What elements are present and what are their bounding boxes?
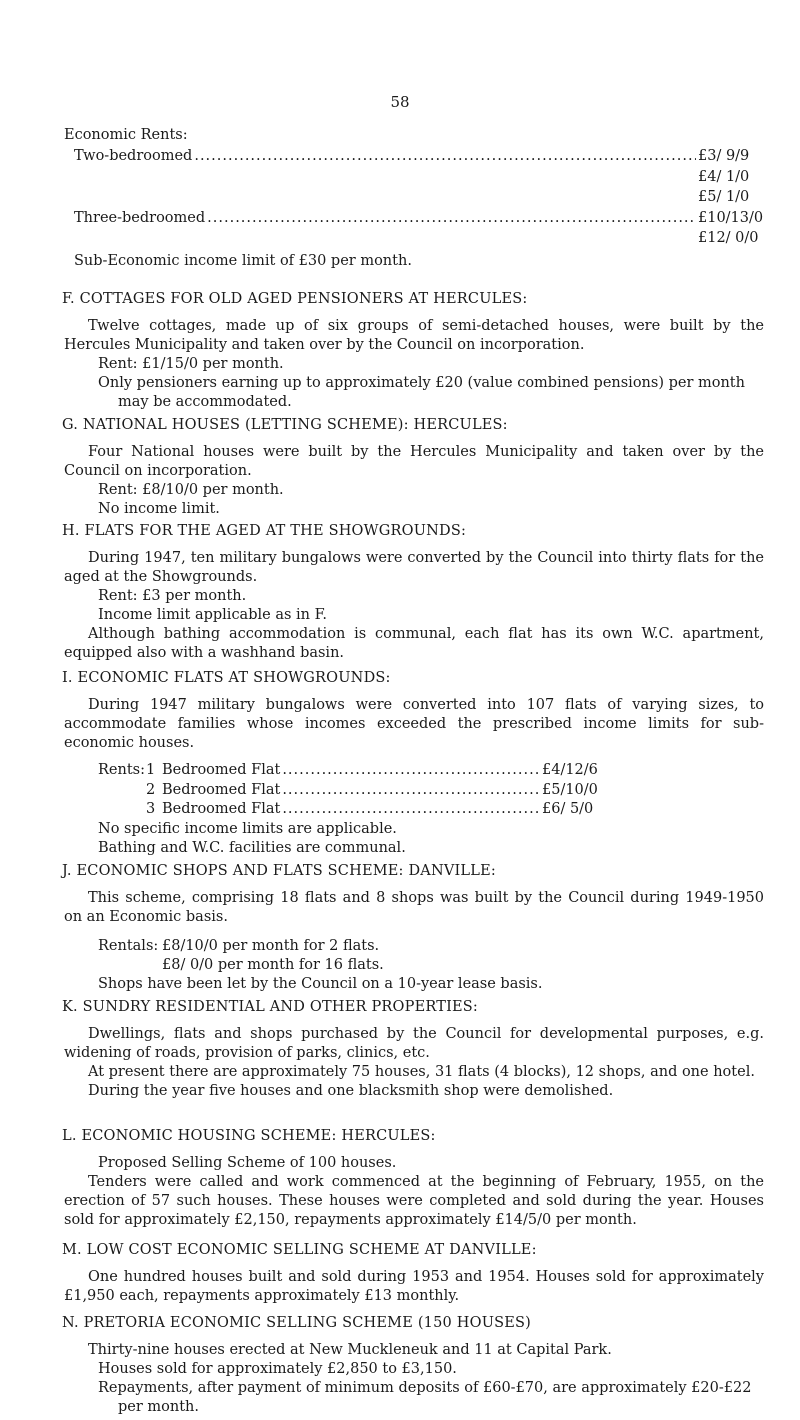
three-bed-label: Three-bedroomed bbox=[74, 209, 206, 226]
section-h bbox=[64, 522, 764, 663]
paragraph: Tenders were called and work commenced at the beginning of February, 1955, on the erection of 57 such houses. These houses were completed and sold during the year. Houses sold for approximately £2,150, repayments approximately £14/5/0 per month. bbox=[64, 1174, 764, 1228]
section-title: I. ECONOMIC FLATS AT SHOWGROUNDS: bbox=[62, 670, 391, 686]
section-j bbox=[64, 862, 764, 994]
flat-type: Bedroomed Flat bbox=[162, 781, 281, 798]
rent-amount: £5/10/0 bbox=[542, 781, 598, 798]
rent-group bbox=[74, 147, 764, 271]
section-title: J. ECONOMIC SHOPS AND FLATS SCHEME: DANVILLE: bbox=[62, 863, 496, 879]
rent-amount: £6/ 5/0 bbox=[542, 801, 594, 817]
section-title: K. SUNDRY RESIDENTIAL AND OTHER PROPERTIES: bbox=[62, 999, 479, 1015]
flat-rent-row bbox=[98, 781, 608, 801]
rent-line-continued bbox=[74, 188, 764, 209]
flat-type: Bedroomed Flat bbox=[162, 762, 281, 778]
section-f bbox=[64, 290, 764, 412]
section-title: M. LOW COST ECONOMIC SELLING SCHEME AT DANVILLE: bbox=[62, 1242, 537, 1258]
flat-type: Bedroomed Flat bbox=[162, 801, 281, 817]
section-i bbox=[64, 669, 764, 858]
dot-leader bbox=[282, 761, 540, 780]
three-bed-rent-line bbox=[74, 209, 764, 230]
section-title: H. FLATS FOR THE AGED AT THE SHOWGROUNDS: bbox=[62, 523, 467, 539]
paragraph: Dwellings, flats and shops purchased by the Council for developmental purposes, e.g. widening of roads, provision of parks, clinics, etc. bbox=[64, 1026, 764, 1061]
rent-amount: £10/13/0 bbox=[698, 209, 764, 226]
paragraph: Only pensioners earning up to approximately £20 (value combined pensions) per month may be accommodated. bbox=[98, 375, 745, 410]
paragraph: Proposed Selling Scheme of 100 houses. bbox=[98, 1155, 397, 1171]
bedroom-count: 2 bbox=[146, 781, 156, 798]
section-g bbox=[64, 416, 764, 519]
income-limit: Income limit applicable as in F. bbox=[98, 607, 328, 623]
rent-line: Rent: £3 per month. bbox=[98, 588, 247, 604]
shops-lease-note: Shops have been let by the Council on a 10-year lease basis. bbox=[98, 976, 543, 992]
page-number: 58 bbox=[390, 93, 410, 111]
section-n bbox=[64, 1314, 764, 1417]
paragraph: Four National houses were built by the Hercules Municipality and taken over by the Council on incorporation. bbox=[64, 444, 764, 479]
paragraph: Repayments, after payment of minimum deposits of £60-£70, are approximately £20-£22 per month. bbox=[98, 1380, 752, 1415]
flat-rents-table bbox=[98, 761, 608, 820]
rental-row bbox=[98, 956, 764, 975]
two-bed-label: Two-bedroomed bbox=[74, 148, 193, 164]
income-limit: No specific income limits are applicable. bbox=[98, 820, 397, 837]
paragraph: Although bathing accommodation is communal, each flat has its own W.C. apartment, equipped also with a washhand basin. bbox=[64, 626, 764, 661]
rent-line-continued bbox=[74, 168, 764, 189]
rent-amount: £3/ 9/9 bbox=[698, 148, 750, 164]
dot-leader bbox=[194, 147, 696, 166]
economic-rents-heading: Economic Rents: bbox=[64, 127, 188, 143]
paragraph: One hundred houses built and sold during 1953 and 1954. Houses sold for approximately £1,950 each, repayments approximately £13 monthly. bbox=[64, 1269, 764, 1304]
rent-line: Rent: £1/15/0 per month. bbox=[98, 356, 284, 372]
paragraph: Twelve cottages, made up of six groups of semi-detached houses, were built by the Hercules Municipality and taken over by the Council on incorporation. bbox=[64, 318, 764, 353]
section-title: F. COTTAGES FOR OLD AGED PENSIONERS AT HERCULES: bbox=[62, 291, 528, 307]
paragraph: Thirty-nine houses erected at New Muckleneuk and 11 at Capital Park. bbox=[88, 1342, 612, 1358]
flat-rent-row bbox=[98, 800, 608, 820]
rent-line-continued bbox=[74, 229, 764, 250]
facilities-note: Bathing and W.C. facilities are communal. bbox=[98, 839, 406, 856]
dot-leader bbox=[207, 209, 696, 228]
section-l bbox=[64, 1127, 764, 1230]
paragraph: This scheme, comprising 18 flats and 8 shops was built by the Council during 1949-1950 on an Economic basis. bbox=[64, 890, 764, 925]
paragraph: During 1947, ten military bungalows were converted by the Council into thirty flats for the aged at the Showgrounds. bbox=[64, 550, 764, 585]
section-k bbox=[64, 998, 764, 1101]
rental-value: £8/10/0 per month for 2 flats. bbox=[162, 938, 380, 954]
section-title: L. ECONOMIC HOUSING SCHEME: HERCULES: bbox=[62, 1128, 436, 1144]
flat-rent-row bbox=[98, 761, 608, 781]
dot-leader bbox=[282, 800, 540, 819]
income-limit: No income limit. bbox=[98, 501, 220, 517]
rent-amount: £12/ 0/0 bbox=[698, 230, 759, 246]
rent-line: Rent: £8/10/0 per month. bbox=[98, 482, 284, 498]
economic-rents-block bbox=[64, 126, 764, 271]
dot-leader bbox=[282, 781, 540, 800]
paragraph: Houses sold for approximately £2,850 to £3,150. bbox=[98, 1361, 457, 1377]
two-bed-rent-line bbox=[74, 147, 764, 168]
rent-amount: £5/ 1/0 bbox=[698, 189, 750, 205]
rents-prefix: Rents: bbox=[98, 762, 145, 778]
bedroom-count: 3 bbox=[146, 801, 156, 817]
section-title: G. NATIONAL HOUSES (LETTING SCHEME): HERCULES: bbox=[62, 417, 508, 433]
rent-amount: £4/ 1/0 bbox=[698, 168, 750, 185]
rent-amount: £4/12/6 bbox=[542, 762, 598, 778]
paragraph: At present there are approximately 75 houses, 31 flats (4 blocks), 12 shops, and one hotel. bbox=[88, 1064, 755, 1080]
rental-value: £8/ 0/0 per month for 16 flats. bbox=[162, 957, 384, 973]
section-title: N. PRETORIA ECONOMIC SELLING SCHEME (150 HOUSES) bbox=[62, 1315, 532, 1331]
rentals-prefix: Rentals: bbox=[98, 938, 159, 954]
sub-economic-note: Sub-Economic income limit of £30 per month. bbox=[74, 252, 412, 269]
section-m bbox=[64, 1241, 764, 1306]
paragraph: During the year five houses and one blacksmith shop were demolished. bbox=[88, 1083, 614, 1099]
paragraph: During 1947 military bungalows were converted into 107 flats of varying sizes, to accommodate families whose incomes exceeded the prescribed income limits for sub-economic houses. bbox=[64, 697, 764, 751]
rental-row bbox=[98, 937, 764, 956]
bedroom-count: 1 bbox=[146, 762, 156, 778]
